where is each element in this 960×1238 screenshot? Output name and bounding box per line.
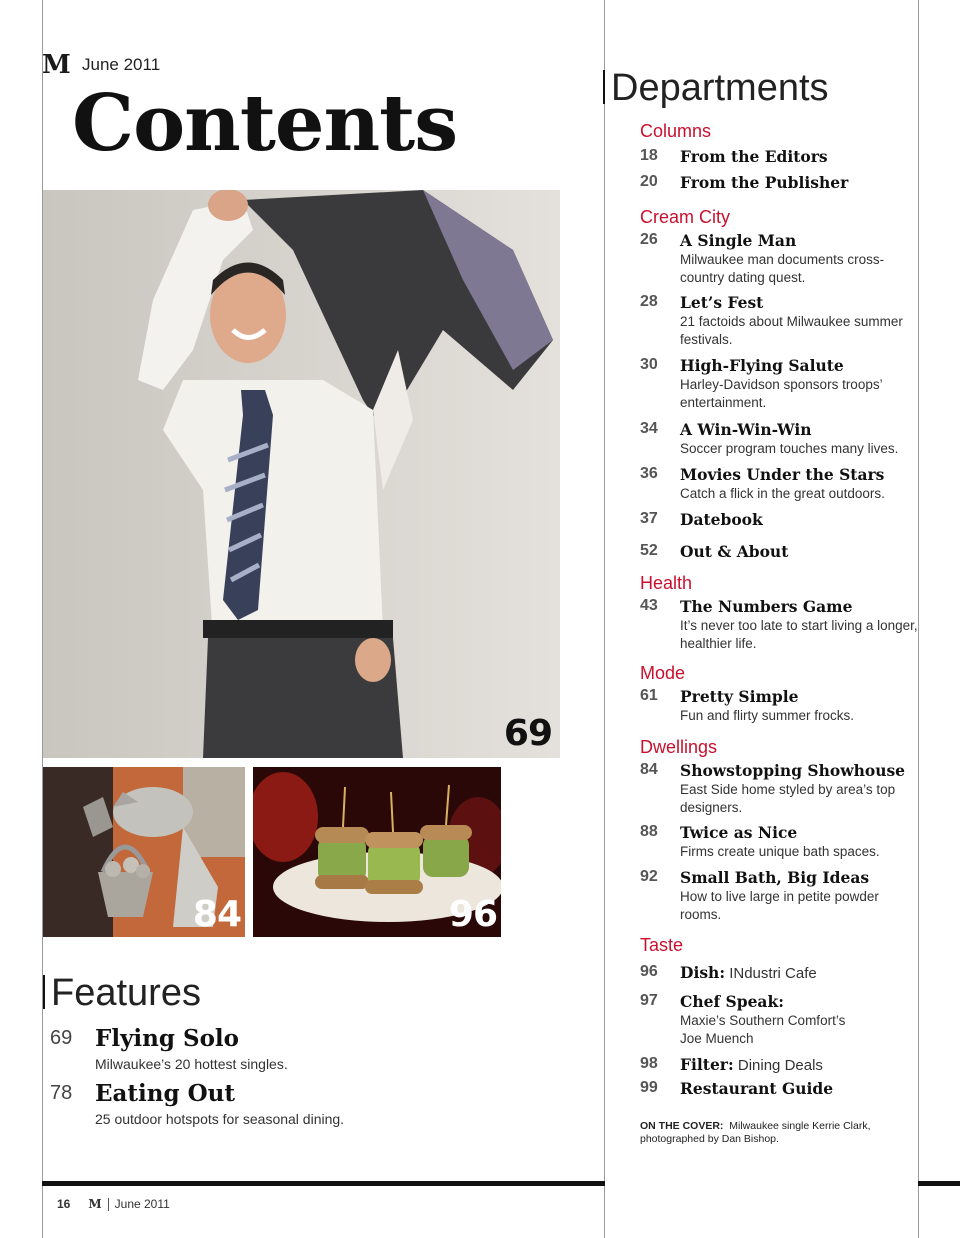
category-mode: Mode bbox=[640, 663, 686, 683]
dept-page: 92 bbox=[640, 868, 658, 885]
folio-separator bbox=[108, 1198, 109, 1211]
feature-desc: 25 outdoor hotspots for seasonal dining. bbox=[95, 1111, 345, 1127]
food-photo[interactable] bbox=[253, 767, 501, 937]
issue-date: June 2011 bbox=[82, 55, 161, 74]
dog-statue-photo[interactable] bbox=[43, 767, 245, 937]
dept-page: 28 bbox=[640, 293, 658, 310]
dept-desc: Firms create unique bath spaces. bbox=[680, 844, 880, 859]
dept-title: Restaurant Guide bbox=[680, 1079, 834, 1098]
dept-desc: Catch a flick in the great outdoors. bbox=[680, 486, 885, 501]
dept-desc: Milwaukee man documents cross-country dating quest. bbox=[680, 252, 885, 285]
dept-title: Out & About bbox=[680, 542, 789, 561]
folio-issue: June 2011 bbox=[114, 1197, 170, 1211]
feature-page: 78 bbox=[50, 1082, 73, 1104]
dept-title bbox=[680, 963, 817, 982]
features-heading-label: Features bbox=[51, 972, 201, 1014]
dept-page: 97 bbox=[640, 992, 658, 1009]
center-rule bbox=[604, 0, 605, 1238]
category-health: Health bbox=[640, 573, 693, 593]
main-cover-photo[interactable] bbox=[43, 190, 560, 758]
dept-title: Chef Speak: bbox=[680, 992, 784, 1011]
dept-desc: Soccer program touches many lives. bbox=[680, 441, 899, 456]
dept-title: High-Flying Salute bbox=[680, 356, 844, 375]
category-columns: Columns bbox=[640, 121, 712, 141]
right-margin-rule bbox=[918, 0, 919, 1238]
dept-title: A Win-Win-Win bbox=[680, 420, 812, 439]
departments-heading-label: Departments bbox=[611, 67, 829, 109]
dept-page: 99 bbox=[640, 1079, 658, 1096]
feature-page: 69 bbox=[50, 1027, 73, 1049]
dept-page: 84 bbox=[640, 761, 658, 778]
dept-title: From the Publisher bbox=[680, 173, 849, 192]
dept-desc: Harley-Davidson sponsors troops’ entertainment. bbox=[680, 377, 883, 410]
dept-title: Twice as Nice bbox=[680, 823, 798, 842]
page-footer bbox=[57, 1197, 170, 1211]
dept-desc: It’s never too late to start living a longer, healthier life. bbox=[680, 618, 918, 651]
dept-page: 88 bbox=[640, 823, 658, 840]
feature-title: Flying Solo bbox=[95, 1025, 240, 1052]
cover-credit-label: ON THE COVER: bbox=[640, 1120, 724, 1132]
feature-page-number: 84 bbox=[192, 894, 241, 935]
folio-page-number: 16 bbox=[57, 1197, 71, 1211]
features-heading bbox=[43, 972, 201, 1015]
dept-page: 98 bbox=[640, 1055, 658, 1072]
dept-desc: Maxie’s Southern Comfort’s Joe Muench bbox=[680, 1013, 846, 1046]
category-dwellings: Dwellings bbox=[640, 737, 718, 757]
dept-title-main: Dish: bbox=[680, 963, 726, 982]
dept-desc: East Side home styled by area’s top designers. bbox=[680, 782, 896, 815]
category-cream-city: Cream City bbox=[640, 207, 731, 227]
dept-page: 96 bbox=[640, 963, 658, 980]
folio-logo: M bbox=[88, 1197, 102, 1211]
departments-heading bbox=[603, 67, 829, 110]
dept-title: The Numbers Game bbox=[680, 597, 853, 616]
man-illustration bbox=[43, 190, 560, 758]
page-title: Contents bbox=[72, 78, 458, 169]
heading-bar bbox=[43, 975, 45, 1009]
dept-title: Small Bath, Big Ideas bbox=[680, 868, 870, 887]
magazine-logo: M bbox=[42, 50, 70, 80]
dept-page: 20 bbox=[640, 173, 658, 190]
category-taste: Taste bbox=[640, 935, 684, 955]
heading-bar bbox=[603, 70, 605, 104]
dept-title-extra: Dining Deals bbox=[733, 1057, 823, 1074]
dept-page: 52 bbox=[640, 542, 658, 559]
dept-page: 30 bbox=[640, 356, 658, 373]
dept-page: 37 bbox=[640, 510, 658, 527]
dept-title: Showstopping Showhouse bbox=[680, 761, 906, 780]
footer-rule-left bbox=[42, 1181, 605, 1186]
dept-page: 43 bbox=[640, 597, 658, 614]
feature-desc: Milwaukee’s 20 hottest singles. bbox=[95, 1056, 288, 1072]
dept-page: 61 bbox=[640, 687, 658, 704]
dept-title: Datebook bbox=[680, 510, 763, 529]
dept-title: A Single Man bbox=[680, 231, 797, 250]
dept-page: 18 bbox=[640, 147, 658, 164]
dept-desc: 21 factoids about Milwaukee summer festivals. bbox=[680, 314, 903, 347]
dept-title: Pretty Simple bbox=[680, 687, 799, 706]
dept-title: Movies Under the Stars bbox=[680, 465, 885, 484]
dept-title-main: Filter: bbox=[680, 1055, 734, 1074]
feature-page-number: 69 bbox=[503, 713, 552, 754]
footer-rule-right bbox=[918, 1181, 960, 1186]
cover-credit bbox=[640, 1120, 890, 1146]
cover-credit-text: Milwaukee single Kerrie Clark, photographed by Dan Bishop. bbox=[640, 1120, 871, 1145]
feature-title: Eating Out bbox=[95, 1080, 235, 1107]
dept-title: From the Editors bbox=[680, 147, 828, 166]
dept-page: 34 bbox=[640, 420, 658, 437]
feature-page-number: 96 bbox=[448, 894, 497, 935]
dept-title-extra: INdustri Cafe bbox=[725, 965, 817, 982]
dept-page: 26 bbox=[640, 231, 658, 248]
dept-title bbox=[680, 1055, 823, 1074]
dept-desc: Fun and flirty summer frocks. bbox=[680, 708, 855, 723]
dept-title: Let’s Fest bbox=[680, 293, 764, 312]
dept-page: 36 bbox=[640, 465, 658, 482]
dept-desc: How to live large in petite powder rooms. bbox=[680, 889, 879, 922]
